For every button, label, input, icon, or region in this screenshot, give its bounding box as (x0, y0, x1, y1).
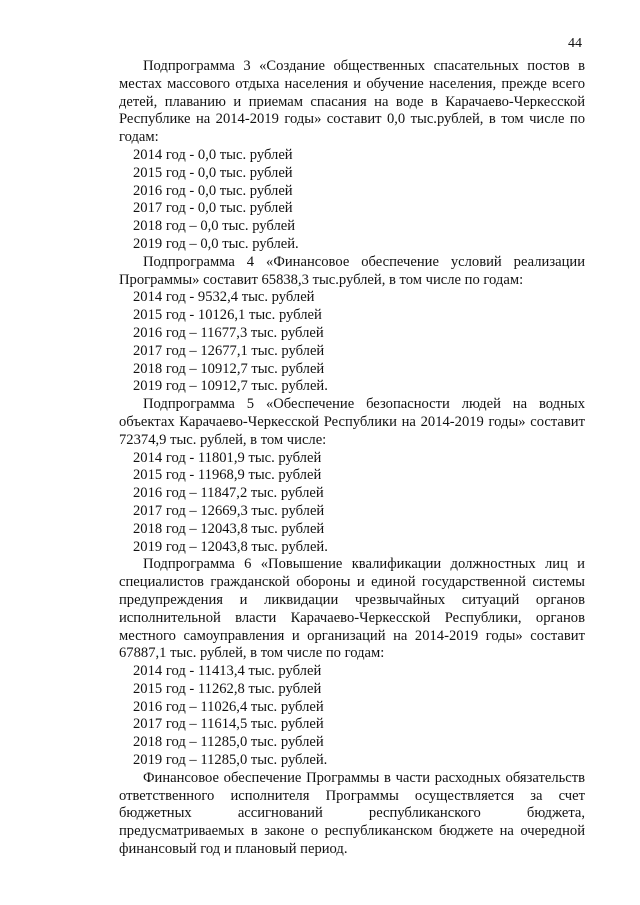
year-row: 2019 год – 10912,7 тыс. рублей. (133, 378, 328, 395)
subprogram-5-paragraph (119, 396, 585, 449)
subprogram-4-years (119, 289, 585, 396)
year-row: 2017 год – 12669,3 тыс. рублей (133, 502, 325, 519)
subprogram-6-text: Подпрограмма 6 «Повышение квалификации должностных лиц и специалистов гражданской обороны и единой государственной системы предупреждения и ликвидации чрезвычайных ситуаций органов исполнительной власти Карачаево-Черкесской Республики, органов местного самоуправления и организаций на 2014-2019 годы» составит 67887,1 тыс. рублей, в том числе по годам: (119, 556, 585, 662)
subprogram-5-text: Подпрограмма 5 «Обеспечение безопасности людей на водных объектах Карачаево-Черкесской Республики на 2014-2019 годы» составит 72374,9 тыс. рублей, в том числе: (119, 396, 585, 448)
year-row: 2017 год – 12677,1 тыс. рублей (133, 342, 325, 359)
year-row: 2016 год - 0,0 тыс. рублей (133, 182, 293, 199)
document-body (119, 58, 585, 859)
year-row: 2017 год – 11614,5 тыс. рублей (133, 716, 324, 733)
year-row: 2015 год - 11968,9 тыс. рублей (133, 467, 322, 484)
year-row: 2019 год – 11285,0 тыс. рублей. (133, 752, 328, 769)
closing-paragraph (119, 770, 585, 859)
year-row: 2017 год - 0,0 тыс. рублей (133, 200, 293, 217)
subprogram-5-years (119, 450, 585, 557)
year-row: 2015 год - 0,0 тыс. рублей (133, 164, 293, 181)
subprogram-4-paragraph (119, 254, 585, 290)
year-row: 2015 год - 10126,1 тыс. рублей (133, 307, 322, 324)
year-row: 2014 год - 11413,4 тыс. рублей (133, 663, 322, 680)
year-row: 2014 год - 11801,9 тыс. рублей (133, 449, 322, 466)
year-row: 2018 год – 0,0 тыс. рублей (133, 218, 296, 235)
year-row: 2016 год – 11026,4 тыс. рублей (133, 698, 324, 715)
year-row: 2018 год – 10912,7 тыс. рублей (133, 360, 325, 377)
year-row: 2019 год – 12043,8 тыс. рублей. (133, 538, 328, 555)
subprogram-6-years (119, 663, 585, 770)
year-row: 2019 год – 0,0 тыс. рублей. (133, 235, 299, 252)
subprogram-3-years (119, 147, 585, 254)
closing-text: Финансовое обеспечение Программы в части расходных обязательств ответственного исполнителя Программы осуществляется за счет бюджетных ассигнований республиканского бюджета, предусматриваемых в законе о республиканском бюджете на очередной финансовый год и плановый период. (119, 769, 585, 858)
subprogram-3-text: Подпрограмма 3 «Создание общественных спасательных постов в местах массового отдыха населения и обучение населения, прежде всего детей, плаванию и приемам спасания на воде в Карачаево-Черкесской Республике на 2014-2019 годы» составит 0,0 тыс.рублей, в том числе по годам: (119, 58, 585, 146)
year-row: 2016 год – 11847,2 тыс. рублей (133, 485, 324, 502)
page-number: 44 (568, 36, 582, 51)
year-row: 2018 год – 11285,0 тыс. рублей (133, 734, 324, 751)
year-row: 2016 год – 11677,3 тыс. рублей (133, 324, 324, 341)
subprogram-6-paragraph (119, 556, 585, 663)
year-row: 2014 год - 0,0 тыс. рублей (133, 146, 293, 163)
year-row: 2018 год – 12043,8 тыс. рублей (133, 520, 325, 537)
subprogram-3-paragraph (119, 58, 585, 147)
year-row: 2015 год - 11262,8 тыс. рублей (133, 680, 322, 697)
subprogram-4-text: Подпрограмма 4 «Финансовое обеспечение условий реализации Программы» составит 65838,3 тыс.рублей, в том числе по годам: (119, 253, 585, 288)
year-row: 2014 год - 9532,4 тыс. рублей (133, 289, 315, 306)
